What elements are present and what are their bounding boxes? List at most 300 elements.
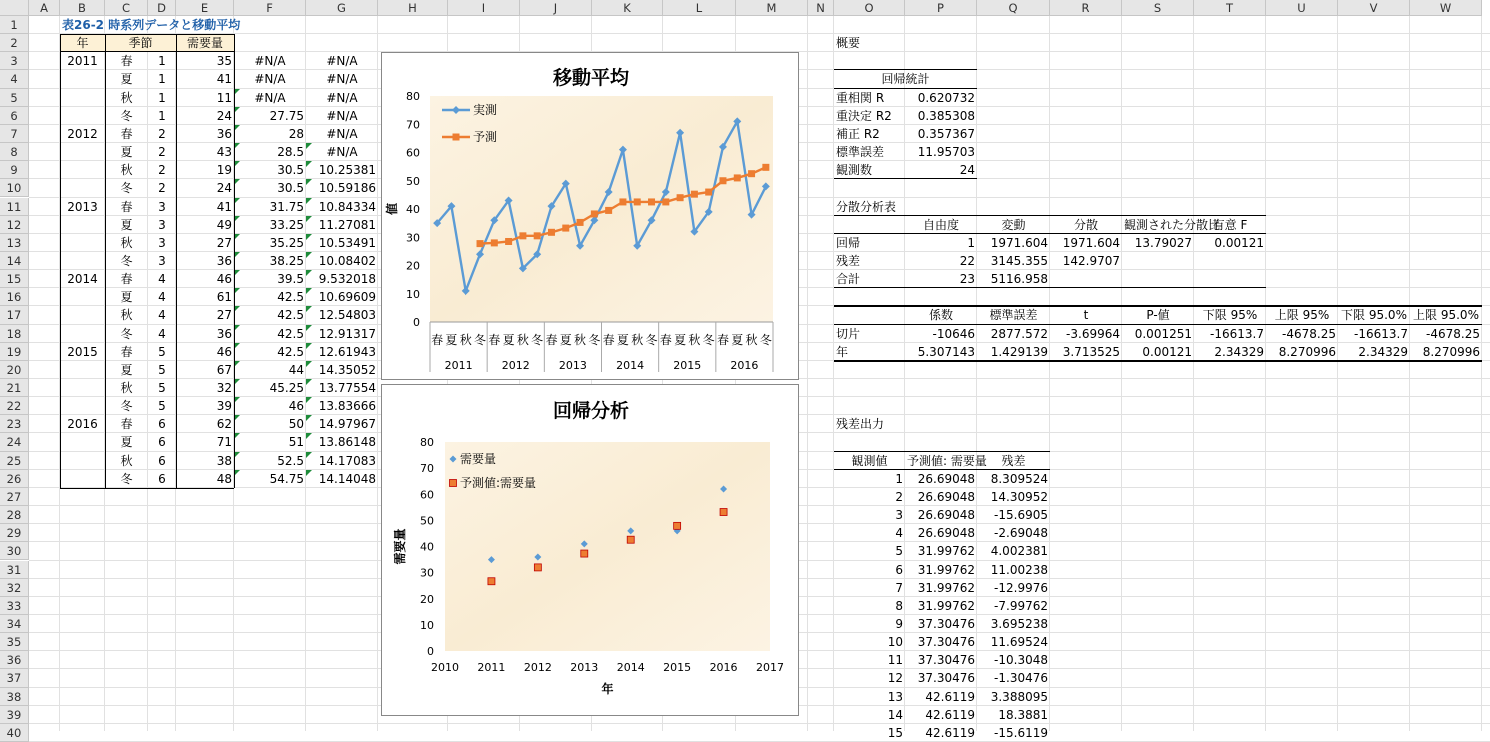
cell-D9: 2 xyxy=(158,163,166,178)
cell-D16: 4 xyxy=(158,290,166,305)
cell-C10: 冬 xyxy=(120,181,133,196)
cell-P18: -10646 xyxy=(932,326,975,341)
data-point-forecast xyxy=(577,219,584,226)
cell-Q34: 3.695238 xyxy=(990,616,1048,631)
cell-Q28: -15.6905 xyxy=(994,508,1048,523)
data-point-forecast xyxy=(734,174,741,181)
x-tick-label: 夏 xyxy=(502,333,515,347)
cell-O40: 15 xyxy=(887,725,903,740)
cell-D13: 3 xyxy=(158,235,166,250)
cell-P30: 31.99762 xyxy=(917,544,975,559)
cell-B13 xyxy=(60,234,105,252)
cell-C5: 秋 xyxy=(120,90,133,105)
cell-E21: 32 xyxy=(216,381,232,395)
cell-O38: 13 xyxy=(887,689,903,704)
x-tick-label: 2011 xyxy=(477,661,506,674)
cell-D10: 2 xyxy=(158,181,166,196)
row-header-35[interactable]: 35 xyxy=(0,633,29,651)
cell-G20: 14.35052 xyxy=(318,362,376,377)
moving-average-chart[interactable] xyxy=(381,52,799,380)
x-group-label: 2013 xyxy=(558,359,587,372)
table-border xyxy=(834,69,977,70)
row-header-38[interactable]: 38 xyxy=(0,688,29,706)
col-header-F[interactable]: F xyxy=(234,0,306,16)
row-header-26[interactable]: 26 xyxy=(0,470,29,488)
cell-O29: 4 xyxy=(895,526,903,541)
cell-Q32: -12.9976 xyxy=(994,580,1048,595)
row-header-5[interactable]: 5 xyxy=(0,89,29,107)
cell-D26: 6 xyxy=(158,471,166,486)
legend-label: 需要量 xyxy=(460,452,497,466)
cell-E19: 46 xyxy=(216,344,232,359)
error-indicator xyxy=(306,452,312,458)
cell-C4: 夏 xyxy=(120,72,133,87)
data-point-forecast xyxy=(605,207,612,214)
error-indicator xyxy=(306,288,312,294)
cell-Q40: -15.6119 xyxy=(994,725,1048,740)
y-tick-label: 0 xyxy=(427,645,434,658)
row-header-24[interactable]: 24 xyxy=(0,433,29,451)
table-border xyxy=(834,360,1482,362)
cell-P34: 37.30476 xyxy=(917,616,975,631)
row-header-17[interactable]: 17 xyxy=(0,306,29,324)
data-point-forecast xyxy=(491,239,498,246)
cell-F15: 39.5 xyxy=(277,272,304,287)
cell-C12: 夏 xyxy=(120,217,133,232)
cell-Q13: 1971.604 xyxy=(990,235,1048,250)
header-year: 年 xyxy=(60,34,105,52)
row-header-40[interactable]: 40 xyxy=(0,724,29,742)
col-header-H[interactable]: H xyxy=(378,0,448,16)
chart-title: 移動平均 xyxy=(552,67,630,89)
y-tick-label: 80 xyxy=(406,90,420,103)
cell-Q17: 標準誤差 xyxy=(989,308,1038,323)
cell-Q18: 2877.572 xyxy=(990,326,1048,341)
col-header-I[interactable]: I xyxy=(448,0,520,16)
cell-P29: 26.69048 xyxy=(917,526,975,541)
cell-S13: 13.79027 xyxy=(1134,235,1192,250)
row-header-9[interactable]: 9 xyxy=(0,161,29,179)
cell-D25: 6 xyxy=(158,453,166,468)
cell-S14 xyxy=(1122,252,1194,270)
x-tick-label: 春 xyxy=(488,333,501,347)
col-header-U[interactable]: U xyxy=(1266,0,1338,16)
cell-P15: 23 xyxy=(959,272,975,287)
row-header-3[interactable]: 3 xyxy=(0,52,29,70)
cell-S15 xyxy=(1122,270,1194,288)
cell-R12: 分散 xyxy=(1073,217,1098,232)
cell-E22: 39 xyxy=(216,399,232,414)
cell-O14: 残差 xyxy=(836,253,861,268)
cell-O27: 2 xyxy=(895,489,903,504)
y-tick-label: 50 xyxy=(406,174,420,188)
cell-D15: 4 xyxy=(158,272,166,287)
cell-G8: #N/A xyxy=(326,145,358,160)
cell-S18: 0.001251 xyxy=(1134,326,1192,341)
error-indicator xyxy=(306,470,312,476)
cell-C24: 夏 xyxy=(120,435,133,450)
error-indicator xyxy=(306,343,312,349)
data-point-predicted xyxy=(627,536,634,543)
cell-E16: 61 xyxy=(216,290,232,305)
row-header-19[interactable]: 19 xyxy=(0,343,29,361)
row-header-10[interactable]: 10 xyxy=(0,179,29,197)
row-header-20[interactable]: 20 xyxy=(0,361,29,379)
cell-D8: 2 xyxy=(158,145,166,160)
cell-E18: 36 xyxy=(216,326,232,341)
data-point-forecast xyxy=(477,240,484,247)
cell-D24: 6 xyxy=(158,435,166,450)
cell-W19: 8.270996 xyxy=(1422,344,1480,359)
row-header-36[interactable]: 36 xyxy=(0,651,29,669)
row-header-1[interactable]: 1 xyxy=(0,16,29,34)
row-header-23[interactable]: 23 xyxy=(0,415,29,433)
cell-E23: 62 xyxy=(216,417,232,432)
cell-P26: 26.69048 xyxy=(917,471,975,486)
cell-C14: 冬 xyxy=(120,253,133,268)
data-point-forecast xyxy=(562,225,569,232)
row-header-7[interactable]: 7 xyxy=(0,125,29,143)
cell-R15 xyxy=(1050,270,1122,288)
cell-G7: #N/A xyxy=(326,126,358,141)
cell-C3: 春 xyxy=(120,54,133,69)
col-header-B[interactable]: B xyxy=(60,0,105,16)
legend-marker xyxy=(450,480,457,487)
row-header-37[interactable]: 37 xyxy=(0,669,29,687)
cell-F16: 42.5 xyxy=(277,290,304,305)
row-header-16[interactable]: 16 xyxy=(0,288,29,306)
y-axis-label: 値 xyxy=(385,202,399,216)
cell-T12: 有意 F xyxy=(1212,217,1248,232)
cell-O9: 観測数 xyxy=(836,163,873,178)
y-tick-label: 80 xyxy=(420,436,434,449)
col-header-G[interactable]: G xyxy=(306,0,378,16)
x-tick-label: 冬 xyxy=(645,333,658,347)
cell-G9: 10.25381 xyxy=(318,163,376,178)
cell-B12 xyxy=(60,216,105,234)
cell-D17: 4 xyxy=(158,308,166,323)
cell-P17: 係数 xyxy=(928,308,953,323)
cell-P28: 26.69048 xyxy=(917,508,975,523)
cell-B5 xyxy=(60,89,105,107)
cell-O7: 補正 R2 xyxy=(836,126,880,141)
cell-G17: 12.54803 xyxy=(318,308,376,323)
data-point-forecast xyxy=(719,177,726,184)
cell-G12: 11.27081 xyxy=(318,217,376,232)
cell-G15: 9.532018 xyxy=(318,272,376,287)
row-header-12[interactable]: 12 xyxy=(0,216,29,234)
error-indicator xyxy=(306,415,312,421)
cell-D18: 4 xyxy=(158,326,166,341)
row-header-30[interactable]: 30 xyxy=(0,542,29,560)
data-point-forecast xyxy=(648,198,655,205)
y-tick-label: 10 xyxy=(420,618,434,632)
cell-E13: 27 xyxy=(216,235,232,250)
cell-B16 xyxy=(60,288,105,306)
cell-G6: #N/A xyxy=(326,108,358,123)
cell-D6: 1 xyxy=(158,108,166,123)
cell-Q25: 残差 xyxy=(1001,453,1026,468)
x-group-label: 2012 xyxy=(501,359,530,372)
x-group-label: 2011 xyxy=(444,359,473,372)
cell-O6: 重決定 R2 xyxy=(836,108,892,123)
cell-P12: 自由度 xyxy=(922,217,959,232)
cell-F5: #N/A xyxy=(254,90,286,105)
cell-F10: 30.5 xyxy=(277,181,304,196)
cell-O18: 切片 xyxy=(836,326,861,341)
x-group-label: 2015 xyxy=(673,359,702,372)
cell-P27: 26.69048 xyxy=(917,489,975,504)
col-header-S[interactable]: S xyxy=(1122,0,1194,16)
cell-E15: 46 xyxy=(216,272,232,287)
cell-O2: 概要 xyxy=(836,36,861,51)
cell-C21: 秋 xyxy=(120,381,133,395)
row-header-4[interactable]: 4 xyxy=(0,70,29,88)
data-point-predicted xyxy=(488,578,495,585)
cell-P31: 31.99762 xyxy=(917,562,975,577)
error-indicator xyxy=(306,234,312,240)
row-header-13[interactable]: 13 xyxy=(0,234,29,252)
col-header-V[interactable]: V xyxy=(1338,0,1410,16)
x-tick-label: 冬 xyxy=(759,333,772,347)
y-tick-label: 0 xyxy=(413,316,420,329)
cell-G26: 14.14048 xyxy=(318,471,376,486)
cell-C9: 秋 xyxy=(120,163,133,178)
cell-C18: 冬 xyxy=(120,326,133,341)
cell-B20 xyxy=(60,361,105,379)
x-tick-label: 秋 xyxy=(745,333,758,347)
cell-G4: #N/A xyxy=(326,72,358,87)
cell-G3: #N/A xyxy=(326,54,358,69)
cell-Q36: -10.3048 xyxy=(994,653,1048,668)
row-header-15[interactable]: 15 xyxy=(0,270,29,288)
cell-G23: 14.97967 xyxy=(318,417,376,432)
row-header-6[interactable]: 6 xyxy=(0,107,29,125)
y-tick-label: 60 xyxy=(406,146,420,160)
x-tick-label: 春 xyxy=(659,333,672,347)
moving-average-chart-svg xyxy=(382,53,798,379)
plot-area xyxy=(445,442,770,651)
cell-Q14: 3145.355 xyxy=(990,253,1048,268)
cell-V19: 2.34329 xyxy=(1358,344,1408,359)
table-border xyxy=(60,488,234,489)
cell-P36: 37.30476 xyxy=(917,653,975,668)
cell-P5: 0.620732 xyxy=(917,90,975,105)
cell-D20: 5 xyxy=(158,362,166,377)
row-header-32[interactable]: 32 xyxy=(0,579,29,597)
header-demand: 需要量 xyxy=(176,34,234,52)
cell-O26: 1 xyxy=(895,471,903,486)
cell-E10: 24 xyxy=(216,181,232,196)
regression-chart[interactable] xyxy=(381,384,799,716)
col-header-P[interactable]: P xyxy=(905,0,977,16)
x-tick-label: 2012 xyxy=(523,661,552,674)
data-point-predicted xyxy=(720,509,727,516)
col-header-M[interactable]: M xyxy=(736,0,808,16)
cell-G22: 13.83666 xyxy=(318,399,376,414)
row-header-2[interactable]: 2 xyxy=(0,34,29,52)
x-tick-label: 秋 xyxy=(574,333,587,347)
x-tick-label: 2013 xyxy=(570,661,599,674)
row-header-34[interactable]: 34 xyxy=(0,615,29,633)
x-tick-label: 春 xyxy=(431,333,444,347)
cell-S19: 0.00121 xyxy=(1142,344,1192,359)
cell-S12: 観測された分散比 xyxy=(1124,217,1221,232)
cell-B4 xyxy=(60,70,105,88)
table-border xyxy=(834,178,977,179)
table-border xyxy=(105,34,106,488)
row-header-14[interactable]: 14 xyxy=(0,252,29,270)
cell-B19: 2015 xyxy=(67,344,98,359)
cell-P8: 11.95703 xyxy=(917,145,975,160)
data-point-forecast xyxy=(691,191,698,198)
cell-Q19: 1.429139 xyxy=(990,344,1048,359)
cell-B1: 表26-2 時系列データと移動平均 xyxy=(62,18,241,32)
row-header-11[interactable]: 11 xyxy=(0,198,29,216)
col-header-W[interactable]: W xyxy=(1410,0,1482,16)
error-indicator xyxy=(306,325,312,331)
cell-F21: 45.25 xyxy=(269,381,304,395)
cell-B11: 2013 xyxy=(67,199,98,214)
cell-O23: 残差出力 xyxy=(836,417,885,432)
x-tick-label: 2014 xyxy=(616,661,645,674)
data-point-forecast xyxy=(534,232,541,239)
cell-F3: #N/A xyxy=(254,54,286,69)
cell-G21: 13.77554 xyxy=(318,381,376,395)
cell-F25: 52.5 xyxy=(277,453,304,468)
row-header-31[interactable]: 31 xyxy=(0,561,29,579)
error-indicator xyxy=(306,397,312,403)
error-indicator xyxy=(306,361,312,367)
cell-F17: 42.5 xyxy=(277,308,304,323)
data-point-predicted xyxy=(674,522,681,529)
cell-F11: 31.75 xyxy=(269,199,304,214)
select-all-corner[interactable] xyxy=(0,0,29,16)
col-header-D[interactable]: D xyxy=(148,0,176,16)
error-indicator xyxy=(306,179,312,185)
cell-G19: 12.61943 xyxy=(318,344,376,359)
col-header-E[interactable]: E xyxy=(176,0,234,16)
x-tick-label: 夏 xyxy=(674,333,687,347)
row-header-25[interactable]: 25 xyxy=(0,452,29,470)
cell-C11: 春 xyxy=(120,199,133,214)
x-tick-label: 2010 xyxy=(431,661,459,674)
cell-C22: 冬 xyxy=(120,399,133,414)
cell-O19: 年 xyxy=(836,344,849,359)
cell-B15: 2014 xyxy=(67,272,98,287)
legend-label: 予測 xyxy=(473,130,498,144)
cell-C17: 秋 xyxy=(120,308,133,323)
cell-T15 xyxy=(1194,270,1266,288)
col-header-J[interactable]: J xyxy=(520,0,592,16)
cell-T13: 0.00121 xyxy=(1214,235,1264,250)
cell-Q39: 18.3881 xyxy=(998,707,1048,722)
row-header-33[interactable]: 33 xyxy=(0,597,29,615)
cell-F4: #N/A xyxy=(254,72,286,87)
cell-O33: 8 xyxy=(895,598,903,613)
cell-O12 xyxy=(834,216,905,234)
col-header-Q[interactable]: Q xyxy=(977,0,1050,16)
data-point-predicted xyxy=(534,564,541,571)
col-header-O[interactable]: O xyxy=(834,0,905,16)
col-header-R[interactable]: R xyxy=(1050,0,1122,16)
cell-O35: 10 xyxy=(887,635,903,650)
col-header-K[interactable]: K xyxy=(592,0,663,16)
y-tick-label: 40 xyxy=(420,540,434,554)
data-point-forecast xyxy=(634,198,641,205)
cell-P14: 22 xyxy=(959,253,975,268)
cell-D22: 5 xyxy=(158,399,166,414)
col-header-N[interactable]: N xyxy=(808,0,834,16)
row-header-22[interactable]: 22 xyxy=(0,397,29,415)
cell-P39: 42.6119 xyxy=(925,707,975,722)
col-header-T[interactable]: T xyxy=(1194,0,1266,16)
cell-R14: 142.9707 xyxy=(1062,253,1120,268)
cell-D12: 3 xyxy=(158,217,166,232)
cell-C23: 春 xyxy=(120,417,133,432)
error-indicator xyxy=(306,161,312,167)
cell-C20: 夏 xyxy=(120,362,133,377)
cell-C19: 春 xyxy=(120,344,133,359)
cell-G25: 14.17083 xyxy=(318,453,376,468)
cell-C7: 春 xyxy=(120,126,133,141)
cell-F18: 42.5 xyxy=(277,326,304,341)
y-tick-label: 70 xyxy=(406,118,420,132)
cell-D5: 1 xyxy=(158,90,166,105)
cell-P6: 0.385308 xyxy=(917,108,975,123)
y-axis-label: 需要量 xyxy=(393,528,407,565)
row-header-18[interactable]: 18 xyxy=(0,325,29,343)
cell-E26: 48 xyxy=(216,471,232,486)
row-header-27[interactable]: 27 xyxy=(0,488,29,506)
cell-Q29: -2.69048 xyxy=(994,526,1048,541)
cell-R13: 1971.604 xyxy=(1062,235,1120,250)
y-tick-label: 20 xyxy=(420,592,434,606)
y-tick-label: 70 xyxy=(420,462,434,476)
row-header-21[interactable]: 21 xyxy=(0,379,29,397)
cell-G14: 10.08402 xyxy=(318,253,376,268)
cell-E24: 71 xyxy=(216,435,232,450)
cell-E20: 67 xyxy=(216,362,232,377)
row-header-28[interactable]: 28 xyxy=(0,506,29,524)
cell-Q27: 14.30952 xyxy=(990,489,1048,504)
cell-E8: 43 xyxy=(216,145,232,160)
col-header-C[interactable]: C xyxy=(105,0,148,16)
cell-D7: 2 xyxy=(158,126,166,141)
cell-Q35: 11.69524 xyxy=(990,635,1048,650)
cell-B18 xyxy=(60,325,105,343)
cell-F19: 42.5 xyxy=(277,344,304,359)
x-tick-label: 春 xyxy=(602,333,615,347)
row-header-29[interactable]: 29 xyxy=(0,524,29,542)
cell-U17: 上限 95% xyxy=(1274,308,1330,323)
x-tick-label: 夏 xyxy=(616,333,629,347)
data-point-forecast xyxy=(548,229,555,236)
col-header-A[interactable]: A xyxy=(29,0,60,16)
row-header-8[interactable]: 8 xyxy=(0,143,29,161)
row-header-39[interactable]: 39 xyxy=(0,706,29,724)
cell-P37: 37.30476 xyxy=(917,671,975,686)
col-header-L[interactable]: L xyxy=(663,0,736,16)
x-tick-label: 春 xyxy=(716,333,729,347)
cell-D3: 1 xyxy=(158,54,166,69)
cell-B26 xyxy=(60,470,105,488)
legend-marker xyxy=(453,134,460,141)
cell-G10: 10.59186 xyxy=(318,181,376,196)
cell-U19: 8.270996 xyxy=(1278,344,1336,359)
cell-E12: 49 xyxy=(216,217,232,232)
cell-P13: 1 xyxy=(967,235,975,250)
